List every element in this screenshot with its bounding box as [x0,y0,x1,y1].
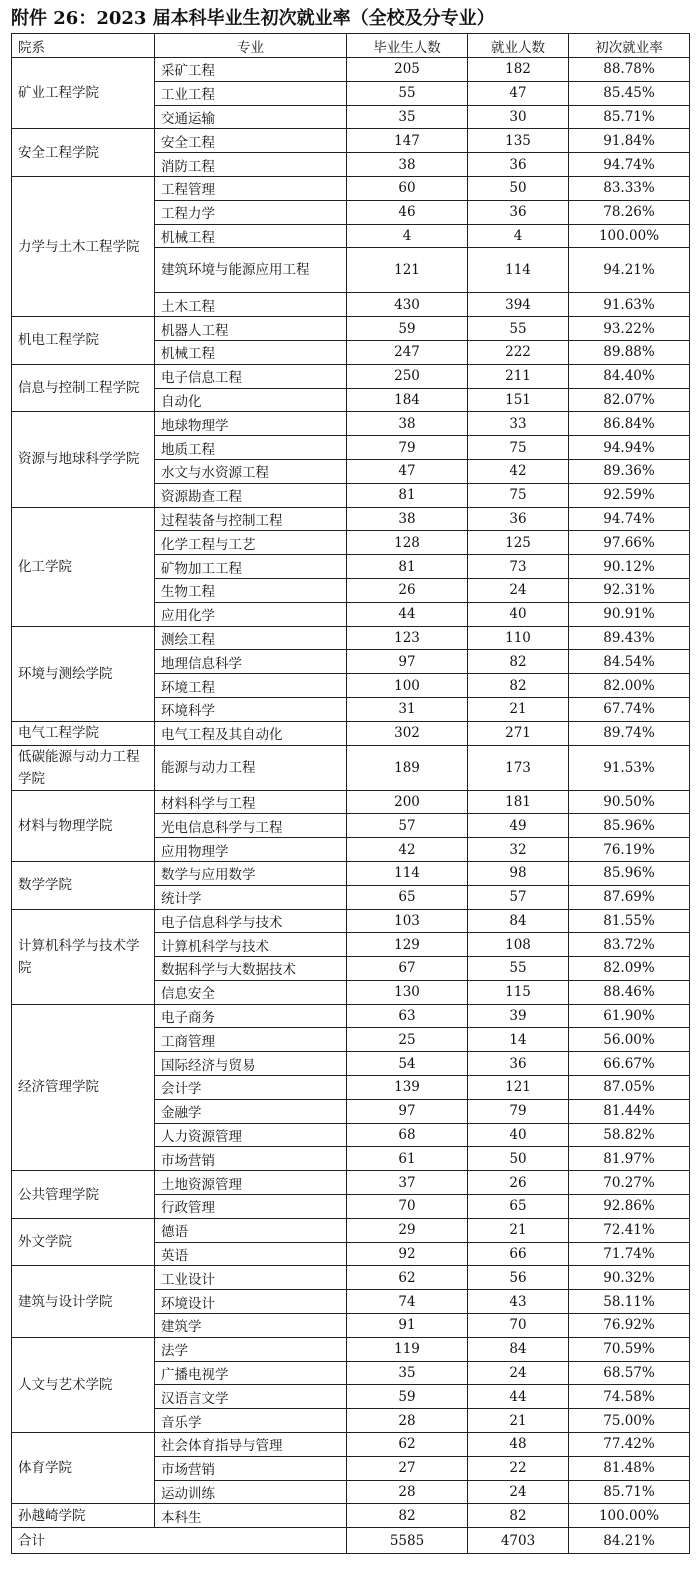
graduates-cell: 92 [347,1242,468,1266]
employed-cell: 24 [468,578,569,602]
rate-cell: 85.71% [569,105,690,129]
employed-cell: 40 [468,602,569,626]
employed-cell: 43 [468,1290,569,1314]
employed-cell: 84 [468,1337,569,1361]
major-cell: 行政管理 [155,1195,347,1219]
major-cell: 安全工程 [155,129,347,153]
graduates-cell: 54 [347,1052,468,1076]
employed-cell: 42 [468,459,569,483]
rate-cell: 92.59% [569,483,690,507]
graduates-cell: 130 [347,980,468,1004]
rate-cell: 77.42% [569,1433,690,1457]
employed-cell: 39 [468,1004,569,1028]
graduates-cell: 205 [347,58,468,82]
rate-cell: 92.86% [569,1195,690,1219]
employed-cell: 181 [468,790,569,814]
major-cell: 工业设计 [155,1266,347,1290]
employed-cell: 36 [468,200,569,224]
employed-cell: 114 [468,248,569,293]
table-row [12,745,690,790]
graduates-cell: 65 [347,885,468,909]
dept-cell: 化工学院 [12,507,155,626]
graduates-cell: 25 [347,1028,468,1052]
employed-cell: 222 [468,340,569,364]
dept-cell: 电气工程学院 [12,721,155,745]
major-cell: 电子信息科学与技术 [155,909,347,933]
rate-cell: 94.74% [569,153,690,177]
employed-cell: 24 [468,1480,569,1504]
graduates-cell: 61 [347,1147,468,1171]
dept-cell: 计算机科学与技术学院 [12,909,155,1004]
major-cell: 广播电视学 [155,1361,347,1385]
major-cell: 光电信息科学与工程 [155,814,347,838]
graduates-cell: 26 [347,578,468,602]
rate-cell: 94.94% [569,436,690,460]
header-major: 专业 [155,34,347,58]
rate-cell: 68.57% [569,1361,690,1385]
rate-cell: 88.46% [569,980,690,1004]
graduates-cell: 37 [347,1171,468,1195]
table-row [12,721,690,745]
graduates-cell: 114 [347,861,468,885]
graduates-cell: 129 [347,933,468,957]
graduates-cell: 62 [347,1433,468,1457]
graduates-cell: 247 [347,340,468,364]
major-cell: 计算机科学与技术 [155,933,347,957]
graduates-cell: 81 [347,483,468,507]
graduates-cell: 35 [347,105,468,129]
graduates-cell: 55 [347,81,468,105]
table-body [12,58,690,1554]
major-cell: 数学与应用数学 [155,861,347,885]
rate-cell: 76.92% [569,1314,690,1338]
rate-cell: 78.26% [569,200,690,224]
employed-cell: 55 [468,957,569,981]
dept-cell: 数学学院 [12,861,155,909]
rate-cell: 85.96% [569,814,690,838]
graduates-cell: 44 [347,602,468,626]
rate-cell: 91.63% [569,293,690,317]
graduates-cell: 100 [347,674,468,698]
graduates-cell: 27 [347,1456,468,1480]
employed-cell: 40 [468,1123,569,1147]
employed-cell: 55 [468,317,569,341]
major-cell: 土木工程 [155,293,347,317]
table-row [12,1337,690,1361]
graduates-cell: 184 [347,388,468,412]
graduates-cell: 28 [347,1409,468,1433]
rate-cell: 91.53% [569,745,690,790]
graduates-cell: 38 [347,507,468,531]
major-cell: 金融学 [155,1099,347,1123]
rate-cell: 81.48% [569,1456,690,1480]
rate-cell: 83.33% [569,176,690,200]
major-cell: 数据科学与大数据技术 [155,957,347,981]
graduates-cell: 103 [347,909,468,933]
employed-cell: 211 [468,364,569,388]
major-cell: 工商管理 [155,1028,347,1052]
major-cell: 汉语言文学 [155,1385,347,1409]
major-cell: 土地资源管理 [155,1171,347,1195]
table-row [12,364,690,388]
employed-cell: 30 [468,105,569,129]
dept-cell: 信息与控制工程学院 [12,364,155,412]
employed-cell: 108 [468,933,569,957]
major-cell: 环境设计 [155,1290,347,1314]
table-header-row [12,34,690,58]
major-cell: 会计学 [155,1076,347,1100]
major-cell: 消防工程 [155,153,347,177]
graduates-cell: 62 [347,1266,468,1290]
table-row [12,507,690,531]
rate-cell: 83.72% [569,933,690,957]
graduates-cell: 38 [347,153,468,177]
major-cell: 电气工程及其自动化 [155,721,347,745]
employed-cell: 121 [468,1076,569,1100]
rate-cell: 84.40% [569,364,690,388]
graduates-cell: 67 [347,957,468,981]
major-cell: 化学工程与工艺 [155,531,347,555]
employed-cell: 394 [468,293,569,317]
employed-cell: 36 [468,1052,569,1076]
dept-cell: 安全工程学院 [12,129,155,177]
table-row [12,129,690,153]
employed-cell: 73 [468,555,569,579]
major-cell: 矿物加工工程 [155,555,347,579]
graduates-cell: 60 [347,176,468,200]
rate-cell: 93.22% [569,317,690,341]
total-row [12,1528,690,1554]
rate-cell: 90.12% [569,555,690,579]
rate-cell: 81.97% [569,1147,690,1171]
graduates-cell: 121 [347,248,468,293]
employed-cell: 173 [468,745,569,790]
table-row [12,317,690,341]
dept-cell: 环境与测绘学院 [12,626,155,721]
employed-cell: 47 [468,81,569,105]
graduates-cell: 79 [347,436,468,460]
dept-cell: 资源与地球科学学院 [12,412,155,507]
rate-cell: 85.45% [569,81,690,105]
major-cell: 社会体育指导与管理 [155,1433,347,1457]
employed-cell: 21 [468,697,569,721]
rate-cell: 90.50% [569,790,690,814]
rate-cell: 82.07% [569,388,690,412]
graduates-cell: 123 [347,626,468,650]
employed-cell: 21 [468,1218,569,1242]
total-employed: 4703 [468,1528,569,1554]
dept-cell: 力学与土木工程学院 [12,176,155,316]
rate-cell: 66.67% [569,1052,690,1076]
employed-cell: 82 [468,674,569,698]
rate-cell: 58.82% [569,1123,690,1147]
dept-cell: 机电工程学院 [12,317,155,365]
rate-cell: 82.00% [569,674,690,698]
dept-cell: 人文与艺术学院 [12,1337,155,1432]
dept-cell: 公共管理学院 [12,1171,155,1219]
graduates-cell: 97 [347,1099,468,1123]
employed-cell: 79 [468,1099,569,1123]
rate-cell: 81.55% [569,909,690,933]
major-cell: 统计学 [155,885,347,909]
dept-cell: 孙越崎学院 [12,1504,155,1528]
graduates-cell: 97 [347,650,468,674]
employed-cell: 21 [468,1409,569,1433]
rate-cell: 90.32% [569,1266,690,1290]
graduates-cell: 189 [347,745,468,790]
employed-cell: 75 [468,483,569,507]
major-cell: 生物工程 [155,578,347,602]
table-row [12,861,690,885]
total-graduates: 5585 [347,1528,468,1554]
graduates-cell: 35 [347,1361,468,1385]
major-cell: 工业工程 [155,81,347,105]
employed-cell: 135 [468,129,569,153]
rate-cell: 89.88% [569,340,690,364]
rate-cell: 82.09% [569,957,690,981]
major-cell: 市场营销 [155,1456,347,1480]
rate-cell: 91.84% [569,129,690,153]
table-row [12,1218,690,1242]
employed-cell: 271 [468,721,569,745]
header-rate: 初次就业率 [569,34,690,58]
employed-cell: 115 [468,980,569,1004]
major-cell: 音乐学 [155,1409,347,1433]
rate-cell: 71.74% [569,1242,690,1266]
major-cell: 能源与动力工程 [155,745,347,790]
employed-cell: 82 [468,650,569,674]
rate-cell: 97.66% [569,531,690,555]
rate-cell: 76.19% [569,838,690,862]
graduates-cell: 59 [347,1385,468,1409]
employed-cell: 44 [468,1385,569,1409]
graduates-cell: 70 [347,1195,468,1219]
rate-cell: 90.91% [569,602,690,626]
header-dept: 院系 [12,34,155,58]
employed-cell: 24 [468,1361,569,1385]
major-cell: 自动化 [155,388,347,412]
dept-cell: 体育学院 [12,1433,155,1504]
rate-cell: 89.43% [569,626,690,650]
major-cell: 电子信息工程 [155,364,347,388]
graduates-cell: 82 [347,1504,468,1528]
table-row [12,1171,690,1195]
rate-cell: 94.74% [569,507,690,531]
graduates-cell: 38 [347,412,468,436]
total-label: 合计 [12,1528,347,1554]
major-cell: 工程力学 [155,200,347,224]
major-cell: 资源勘查工程 [155,483,347,507]
rate-cell: 85.96% [569,861,690,885]
dept-cell: 材料与物理学院 [12,790,155,861]
major-cell: 水文与水资源工程 [155,459,347,483]
major-cell: 环境科学 [155,697,347,721]
major-cell: 测绘工程 [155,626,347,650]
rate-cell: 86.84% [569,412,690,436]
employed-cell: 110 [468,626,569,650]
dept-cell: 经济管理学院 [12,1004,155,1171]
table-row [12,626,690,650]
employed-cell: 125 [468,531,569,555]
major-cell: 建筑环境与能源应用工程 [155,248,347,293]
major-cell: 运动训练 [155,1480,347,1504]
rate-cell: 89.36% [569,459,690,483]
rate-cell: 89.74% [569,721,690,745]
graduates-cell: 63 [347,1004,468,1028]
employed-cell: 50 [468,176,569,200]
graduates-cell: 68 [347,1123,468,1147]
rate-cell: 94.21% [569,248,690,293]
major-cell: 材料科学与工程 [155,790,347,814]
major-cell: 信息安全 [155,980,347,1004]
table-row [12,1504,690,1528]
rate-cell: 74.58% [569,1385,690,1409]
graduates-cell: 57 [347,814,468,838]
table-row [12,1004,690,1028]
table-row [12,909,690,933]
rate-cell: 85.71% [569,1480,690,1504]
major-cell: 机械工程 [155,340,347,364]
table-row [12,58,690,82]
employed-cell: 14 [468,1028,569,1052]
major-cell: 地质工程 [155,436,347,460]
graduates-cell: 250 [347,364,468,388]
graduates-cell: 29 [347,1218,468,1242]
employed-cell: 151 [468,388,569,412]
total-rate: 84.21% [569,1528,690,1554]
employed-cell: 33 [468,412,569,436]
graduates-cell: 59 [347,317,468,341]
employment-table [11,33,690,1554]
table-row [12,412,690,436]
employed-cell: 4 [468,224,569,248]
employed-cell: 65 [468,1195,569,1219]
rate-cell: 70.59% [569,1337,690,1361]
rate-cell: 58.11% [569,1290,690,1314]
rate-cell: 100.00% [569,1504,690,1528]
graduates-cell: 430 [347,293,468,317]
major-cell: 电子商务 [155,1004,347,1028]
graduates-cell: 81 [347,555,468,579]
major-cell: 英语 [155,1242,347,1266]
rate-cell: 70.27% [569,1171,690,1195]
graduates-cell: 147 [347,129,468,153]
graduates-cell: 302 [347,721,468,745]
major-cell: 德语 [155,1218,347,1242]
employed-cell: 56 [468,1266,569,1290]
rate-cell: 87.69% [569,885,690,909]
graduates-cell: 4 [347,224,468,248]
major-cell: 过程装备与控制工程 [155,507,347,531]
header-employed: 就业人数 [468,34,569,58]
employed-cell: 50 [468,1147,569,1171]
employed-cell: 48 [468,1433,569,1457]
rate-cell: 81.44% [569,1099,690,1123]
graduates-cell: 91 [347,1314,468,1338]
graduates-cell: 28 [347,1480,468,1504]
employed-cell: 82 [468,1504,569,1528]
employed-cell: 66 [468,1242,569,1266]
rate-cell: 92.31% [569,578,690,602]
header-graduates: 毕业生人数 [347,34,468,58]
major-cell: 地球物理学 [155,412,347,436]
employed-cell: 98 [468,861,569,885]
rate-cell: 84.54% [569,650,690,674]
major-cell: 应用物理学 [155,838,347,862]
major-cell: 采矿工程 [155,58,347,82]
dept-cell: 矿业工程学院 [12,58,155,129]
graduates-cell: 139 [347,1076,468,1100]
major-cell: 人力资源管理 [155,1123,347,1147]
graduates-cell: 31 [347,697,468,721]
table-row [12,1266,690,1290]
major-cell: 本科生 [155,1504,347,1528]
employed-cell: 22 [468,1456,569,1480]
employed-cell: 36 [468,507,569,531]
table-row [12,1433,690,1457]
employed-cell: 84 [468,909,569,933]
table-row [12,176,690,200]
rate-cell: 61.90% [569,1004,690,1028]
document-title: 附件 26：2023 届本科毕业生初次就业率（全校及分专业） [11,8,495,29]
rate-cell: 100.00% [569,224,690,248]
major-cell: 环境工程 [155,674,347,698]
major-cell: 建筑学 [155,1314,347,1338]
graduates-cell: 47 [347,459,468,483]
major-cell: 应用化学 [155,602,347,626]
major-cell: 机器人工程 [155,317,347,341]
major-cell: 地理信息科学 [155,650,347,674]
employed-cell: 70 [468,1314,569,1338]
dept-cell: 外文学院 [12,1218,155,1266]
employed-cell: 75 [468,436,569,460]
graduates-cell: 119 [347,1337,468,1361]
rate-cell: 75.00% [569,1409,690,1433]
dept-cell: 建筑与设计学院 [12,1266,155,1337]
rate-cell: 67.74% [569,697,690,721]
employed-cell: 32 [468,838,569,862]
rate-cell: 72.41% [569,1218,690,1242]
graduates-cell: 42 [347,838,468,862]
major-cell: 工程管理 [155,176,347,200]
graduates-cell: 200 [347,790,468,814]
employed-cell: 49 [468,814,569,838]
rate-cell: 87.05% [569,1076,690,1100]
rate-cell: 56.00% [569,1028,690,1052]
graduates-cell: 46 [347,200,468,224]
employed-cell: 182 [468,58,569,82]
major-cell: 机械工程 [155,224,347,248]
major-cell: 交通运输 [155,105,347,129]
major-cell: 法学 [155,1337,347,1361]
employed-cell: 26 [468,1171,569,1195]
rate-cell: 88.78% [569,58,690,82]
employed-cell: 36 [468,153,569,177]
graduates-cell: 74 [347,1290,468,1314]
major-cell: 国际经济与贸易 [155,1052,347,1076]
employed-cell: 57 [468,885,569,909]
table-row [12,790,690,814]
graduates-cell: 128 [347,531,468,555]
dept-cell: 低碳能源与动力工程学院 [12,745,155,790]
major-cell: 市场营销 [155,1147,347,1171]
